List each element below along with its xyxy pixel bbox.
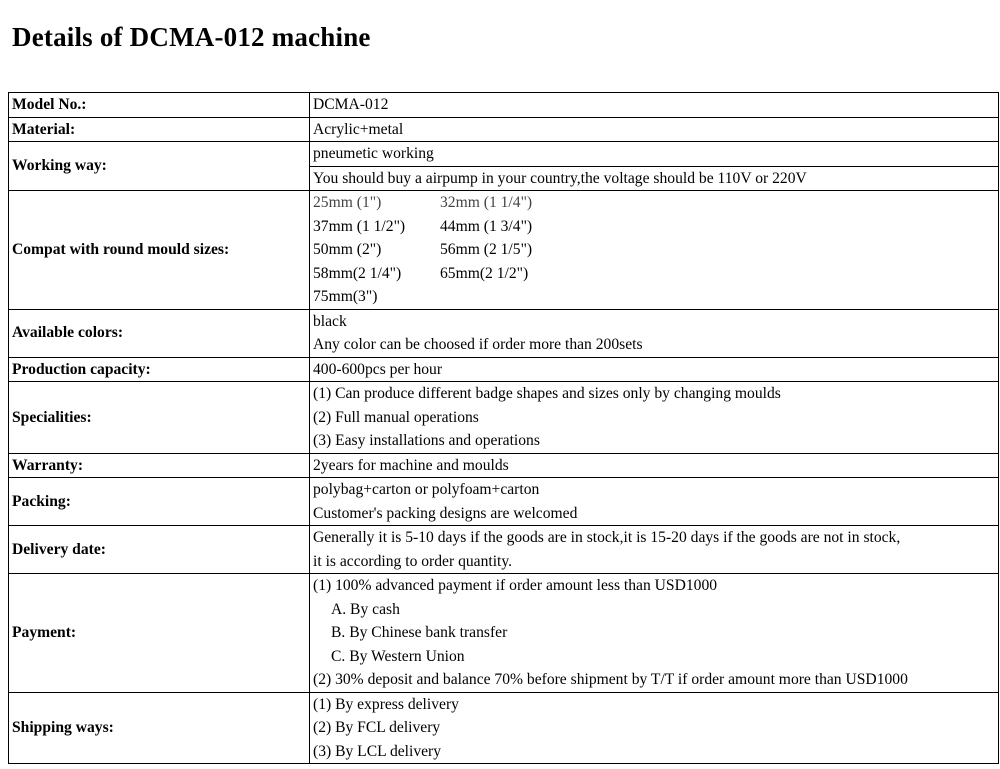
value-line: 400-600pcs per hour [313,360,443,378]
row-value [310,191,999,310]
size-pair [313,262,995,286]
row-value [310,382,999,454]
size-right: 32mm (1 1/4") [440,194,533,211]
value-line: black [313,312,347,330]
row-label: Payment: [9,574,310,693]
table-row [9,382,999,454]
row-value [310,309,999,357]
row-label: Model No.: [9,93,310,118]
table-row [9,142,999,167]
value-line: (1) Can produce different badge shapes and sizes only by changing moulds [313,385,781,402]
page-title: Details of DCMA-012 machine [12,22,371,52]
value-line: (2) Full manual operations [313,408,479,426]
row-value [310,478,999,526]
value-line: (1) By express delivery [313,695,459,713]
payment-option: A. By cash [331,600,400,618]
row-label: Available colors: [9,309,310,357]
size-left: 50mm (2") [313,241,382,258]
value-line: You should buy a airpump in your country,the voltage should be 110V or 220V [313,169,807,187]
value-line: (3) By LCL delivery [313,742,442,760]
size-last: 75mm(3") [313,288,378,305]
row-value [310,117,999,142]
value-line: Generally it is 5-10 days if the goods are in stock,it is 15-20 days if the goods are not in stock, [313,529,901,546]
size-right: 65mm(2 1/2") [440,264,529,282]
row-value [310,453,999,478]
value-line: DCMA-012 [313,96,389,113]
payment-option: C. By Western Union [331,647,465,665]
row-value [310,166,999,191]
row-value [310,574,999,693]
row-label: Production capacity: [9,357,310,382]
value-line: pneumetic working [313,145,434,162]
row-label: Compat with round mould sizes: [9,191,310,310]
value-line: polybag+carton or polyfoam+carton [313,481,540,498]
payment-option: B. By Chinese bank transfer [331,624,508,641]
row-label: Working way: [9,142,310,191]
size-left: 58mm(2 1/4") [313,264,402,282]
table-row [9,478,999,526]
row-value [310,357,999,382]
spec-table [8,92,999,764]
value-line: (3) Easy installations and operations [313,432,540,449]
size-pair [313,191,995,215]
row-label: Shipping ways: [9,692,310,764]
value-line: Customer's packing designs are welcomed [313,504,578,522]
row-label: Specialities: [9,382,310,454]
table-row [9,574,999,693]
size-left: 37mm (1 1/2") [313,217,406,235]
value-line: Any color can be choosed if order more than 200sets [313,336,643,353]
size-pair [313,215,995,239]
size-pair [313,238,995,262]
row-label: Material: [9,117,310,142]
size-left: 25mm (1") [313,194,382,211]
table-row [9,692,999,764]
row-label: Delivery date: [9,526,310,574]
value-line: (2) 30% deposit and balance 70% before shipment by T/T if order amount more than USD1000 [313,671,908,688]
table-row [9,93,999,118]
table-row [9,309,999,357]
table-row [9,453,999,478]
row-value [310,526,999,574]
table-row [9,357,999,382]
size-right: 56mm (2 1/5") [440,241,533,258]
row-value [310,692,999,764]
row-value [310,142,999,167]
size-right: 44mm (1 3/4") [440,217,533,235]
row-value [310,93,999,118]
value-line: it is according to order quantity. [313,552,513,570]
table-row [9,117,999,142]
table-row [9,526,999,574]
table-row [9,191,999,310]
row-label: Warranty: [9,453,310,478]
value-line: 2years for machine and moulds [313,456,509,474]
row-label: Packing: [9,478,310,526]
value-line: Acrylic+metal [313,120,404,138]
value-line: (1) 100% advanced payment if order amount less than USD1000 [313,577,718,594]
value-line: (2) By FCL delivery [313,719,441,736]
